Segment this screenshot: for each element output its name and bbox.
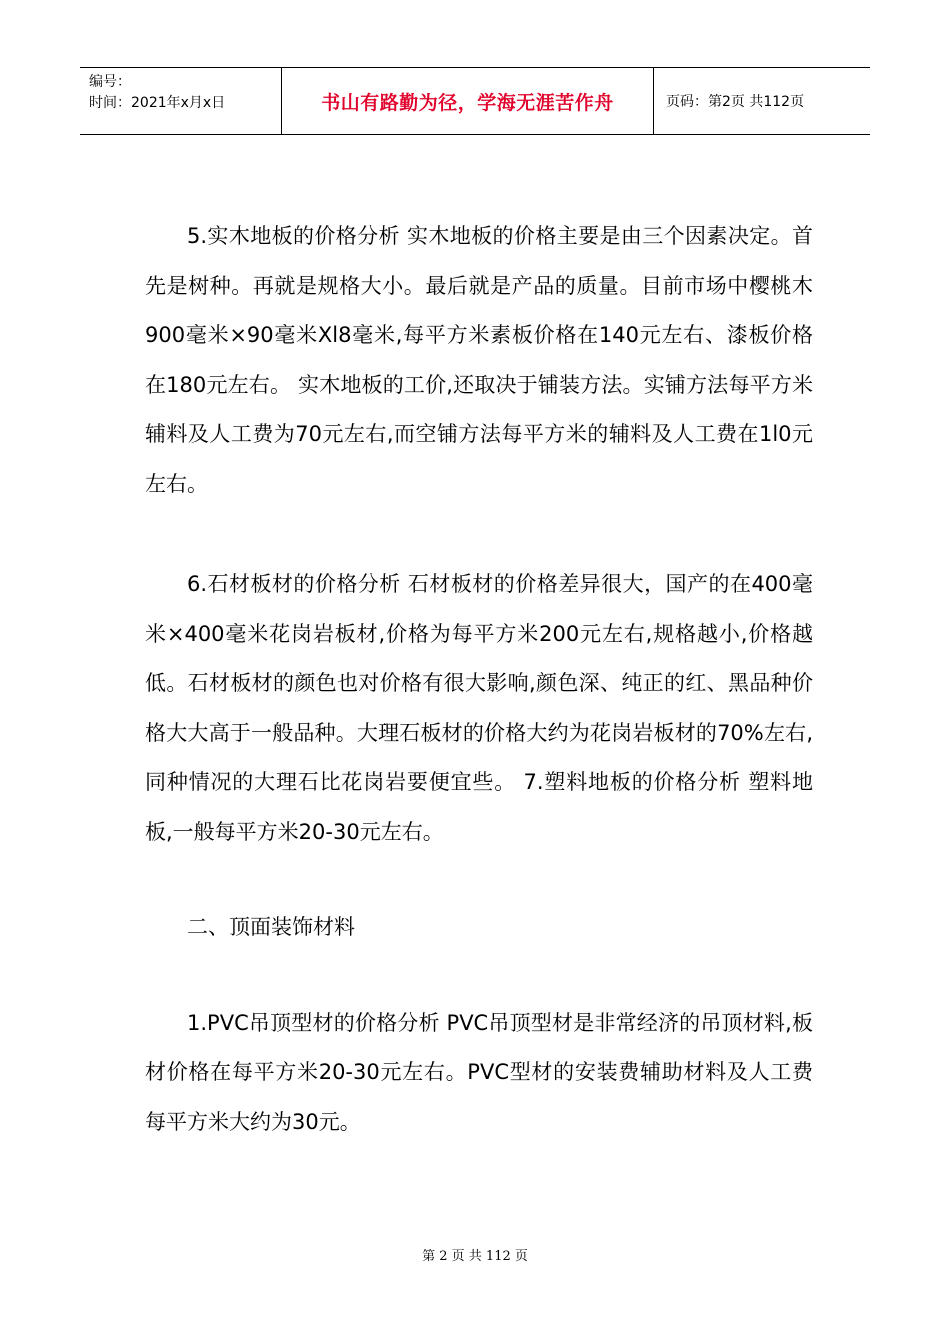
document-body [145,212,813,1147]
page-footer: 第 2 页 共 112 页 [422,1249,528,1264]
page-header [80,67,870,135]
header-meta [80,68,282,134]
paragraph-pvc-ceiling: 1.PVC吊顶型材的价格分析 PVC吊顶型材是非常经济的吊顶材料,板材价格在每平方米20-30元左右。PVC型材的安装费辅助材料及人工费每平方米大约为30元。 [145,1010,813,1134]
paragraph-stone-plastic: 6.石材板材的价格分析 石材板材的价格差异很大，国产的在400毫米×400毫米花岗岩板材,价格为每平方米200元左右,规格越小,价格越低。石材板材的颜色也对价格有很大影响,颜色深、纯正的红、黑品种价格大大高于一般品种。大理石板材的价格大约为花岗岩板材的70%左右,同种情况的大理石比花岗岩要便宜些。 7.塑料地板的价格分析 塑料地板,一般每平方米20-30元左右。 [145,572,813,844]
header-page-info: 页码：第2页 共112页 [666,94,805,110]
header-motto-cell [282,68,654,134]
section-heading: 二、顶面装饰材料 [187,915,355,939]
paragraph-wood-floor: 5.实木地板的价格分析 实木地板的价格主要是由三个因素决定。首先是树种。再就是规格大小。最后就是产品的质量。目前市场中樱桃木900毫米×90毫米Xl8毫米,每平方米素板价格在140元左右、漆板价格在180元左右。 实木地板的工价,还取决于铺装方法。实铺方法每平方米辅料及人工费为70元左右,而空铺方法每平方米的辅料及人工费在1l0元左右。 [145,224,813,496]
number-label: 编号： [89,74,131,90]
time-label: 时间：2021年x月x日 [89,95,226,111]
header-motto: 书山有路勤为径，学海无涯苦作舟 [321,91,614,114]
